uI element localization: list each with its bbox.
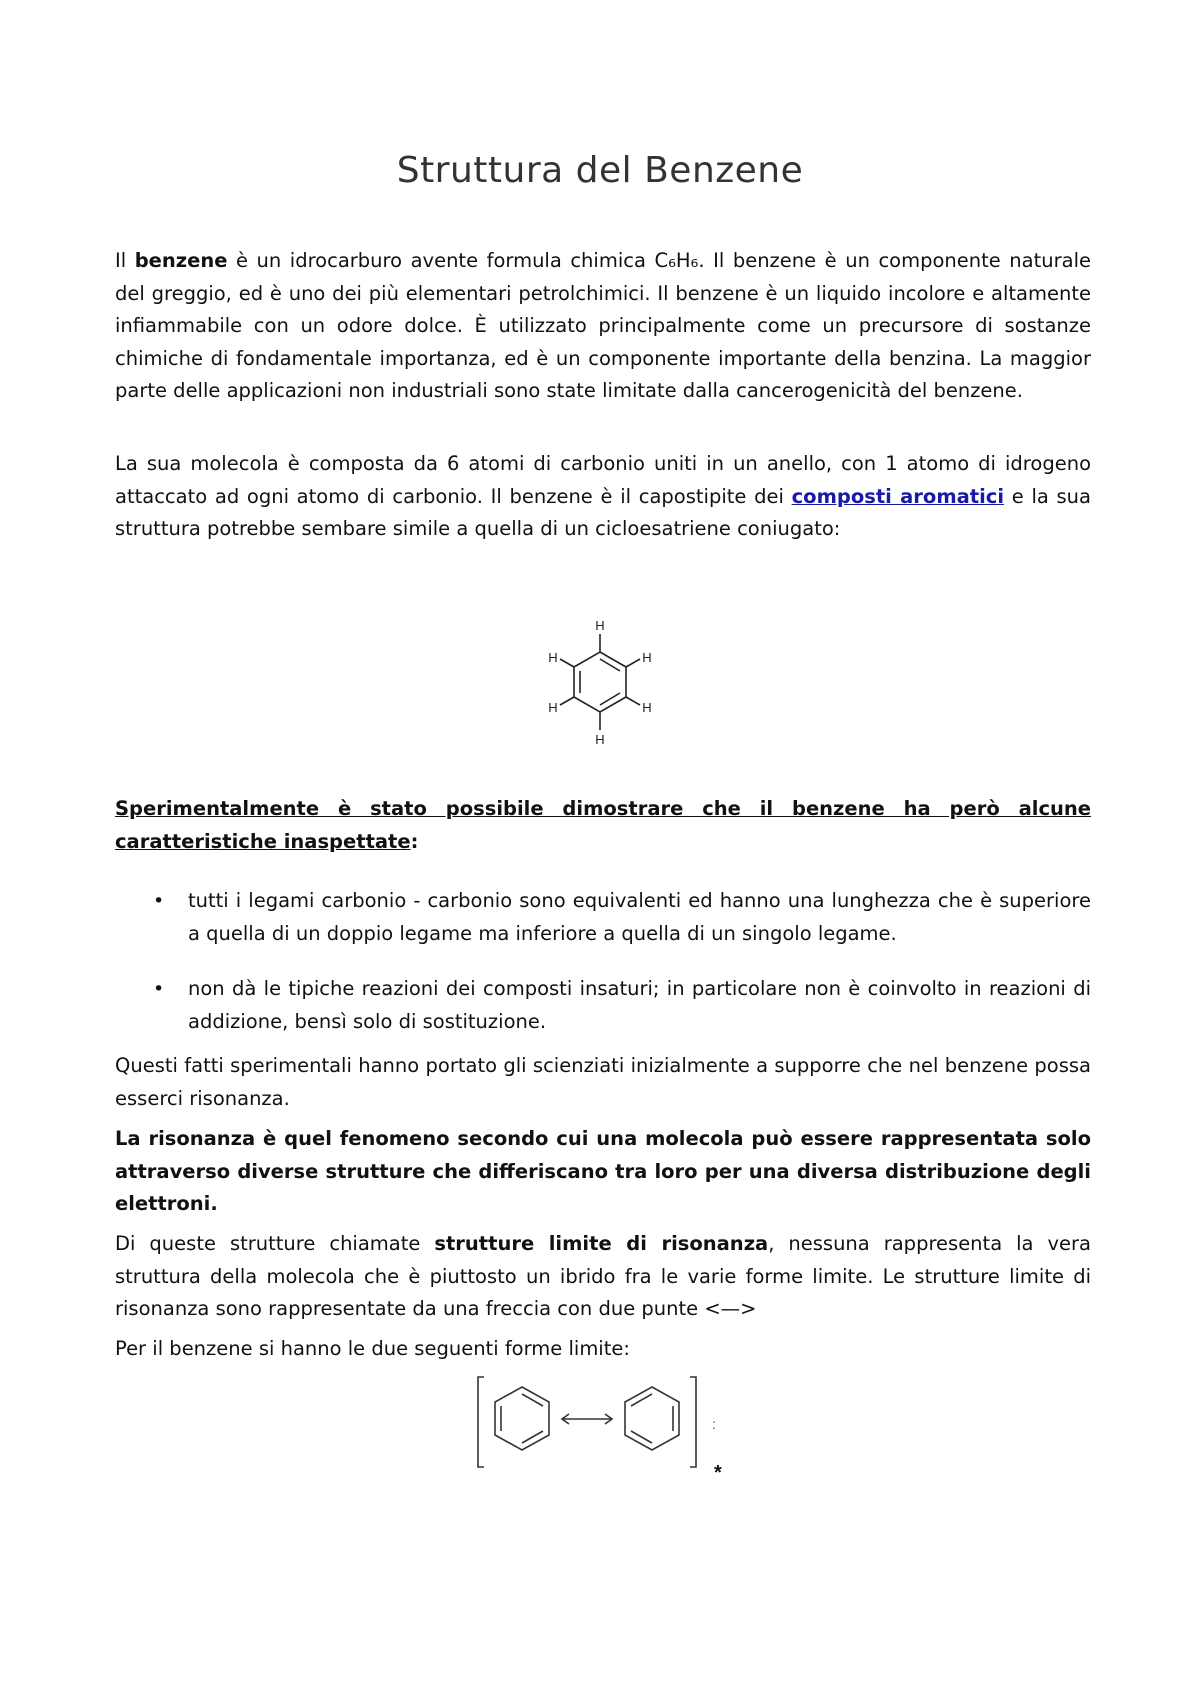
text-span: e la sua struttura potrebbe sembare simile a quella di un cicloesatriene coniugato: xyxy=(115,484,1091,540)
resonance-structures-diagram xyxy=(470,1373,730,1483)
text-span: La sua molecola è composta da 6 atomi di carbonio uniti in un anello, con 1 atomo di idrogeno attaccato ad ogni atomo di carbonio. Il benzene è il capostipite dei xyxy=(115,452,1091,508)
bullet-list-1 xyxy=(115,885,1091,950)
text-span: è un idrocarburo avente formula chimica C₆H₆. Il benzene è un componente naturale del greggio, ed è uno dei più elementari petrolchimici. Il benzene è un liquido incolore e altamente infiammabile con un odore dolce. È utilizzato principalmente come un precursore di sostanze chimiche di fondamentale importanza, ed è un componente importante della benzina. La maggior parte delle applicazioni non industriali sono state limitate dalla cancerogenicità del benzene. xyxy=(115,249,1092,402)
limit-structures-paragraph xyxy=(115,1228,1091,1326)
forms-intro: Per il benzene si hanno le due seguenti forme limite: xyxy=(115,1337,630,1360)
benzene-structure-diagram xyxy=(540,616,660,756)
resonance-colon: : xyxy=(712,1416,716,1432)
bullet-marker: • xyxy=(153,890,165,912)
underlined-statement: Sperimentalmente è stato possibile dimostrare che il benzene ha però alcune caratteristiche inaspettate xyxy=(115,797,1091,853)
experimental-paragraph xyxy=(115,793,1091,858)
page-title: Struttura del Benzene xyxy=(396,150,804,191)
bold-term: strutture limite di risonanza xyxy=(434,1232,769,1255)
text-span: : xyxy=(410,829,419,853)
text-span: , nessuna rappresenta la vera struttura della molecola che è piuttosto un ibrido fra le varie forme limite. Le strutture limite di risonanza sono rappresentate da una freccia con due punte <—> xyxy=(115,1232,1091,1320)
hydrogen-label: H xyxy=(595,618,605,633)
hydrogen-label: H xyxy=(548,650,558,665)
text-span: Il xyxy=(115,249,135,272)
hydrogen-label: H xyxy=(642,650,652,665)
intro-paragraph xyxy=(115,245,1091,408)
resonance-definition: La risonanza è quel fenomeno secondo cui una molecola può essere rappresentata solo attraverso diverse strutture che differiscano tra loro per una diversa distribuzione degli elettroni. xyxy=(115,1127,1091,1215)
list-item xyxy=(115,885,1091,950)
bullet-marker: • xyxy=(153,978,165,1000)
molecule-paragraph xyxy=(115,448,1091,546)
hydrogen-label: H xyxy=(642,700,652,715)
resonance-star: * xyxy=(714,1462,722,1483)
bullet-list-2 xyxy=(115,973,1091,1038)
facts-paragraph: Questi fatti sperimentali hanno portato gli scienziati inizialmente a supporre che nel benzene possa esserci risonanza. xyxy=(115,1054,1091,1110)
list-item-text: non dà le tipiche reazioni dei composti insaturi; in particolare non è coinvolto in reazioni di addizione, bensì solo di sostituzione. xyxy=(188,977,1091,1033)
list-item-text: tutti i legami carbonio - carbonio sono equivalenti ed hanno una lunghezza che è superiore a quella di un doppio legame ma inferiore a quella di un singolo legame. xyxy=(188,889,1091,945)
hydrogen-label: H xyxy=(595,732,605,747)
hydrogen-label: H xyxy=(548,700,558,715)
composti-aromatici-link[interactable]: composti aromatici xyxy=(791,484,1005,508)
list-item xyxy=(115,973,1091,1038)
text-span: Di queste strutture chiamate xyxy=(115,1232,435,1255)
bold-term: benzene xyxy=(134,249,228,272)
